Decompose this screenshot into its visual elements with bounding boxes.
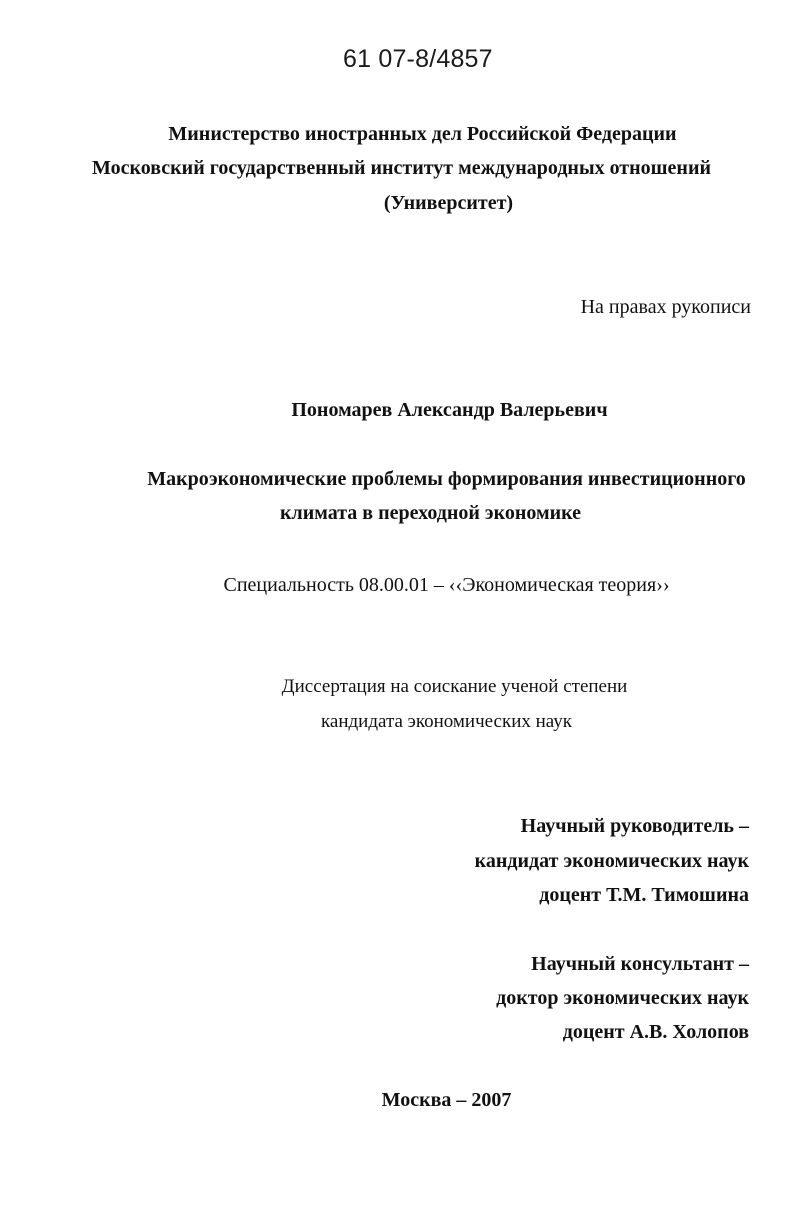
supervisor-name: доцент Т.М. Тимошина: [539, 884, 749, 906]
title-line-1: Макроэкономические проблемы формирования инвестиционного: [147, 468, 746, 490]
manuscript-note: На правах рукописи: [580, 296, 751, 318]
degree-line-1: Диссертация на соискание ученой степени: [281, 676, 628, 697]
university-line: (Университет): [383, 192, 514, 214]
consultant-role: Научный консультант –: [531, 953, 749, 975]
place-year: Москва – 2007: [381, 1089, 512, 1111]
archive-stamp: 61 07-8/4857: [343, 45, 493, 73]
supervisor-degree: кандидат экономических наук: [474, 850, 749, 872]
consultant-degree: доктор экономических наук: [496, 987, 749, 1009]
institute-line: Московский государственный институт международных отношений: [91, 157, 711, 179]
supervisor-role: Научный руководитель –: [520, 815, 749, 837]
consultant-name: доцент А.В. Холопов: [562, 1021, 749, 1043]
ministry-line: Министерство иностранных дел Российской Федерации: [168, 123, 677, 145]
specialty-line: Специальность 08.00.01 – ‹‹Экономическая теория››: [223, 574, 670, 596]
author-name: Пономарев Александр Валерьевич: [291, 399, 608, 421]
title-line-2: климата в переходной экономике: [280, 502, 582, 524]
degree-line-2: кандидата экономических наук: [320, 711, 573, 732]
